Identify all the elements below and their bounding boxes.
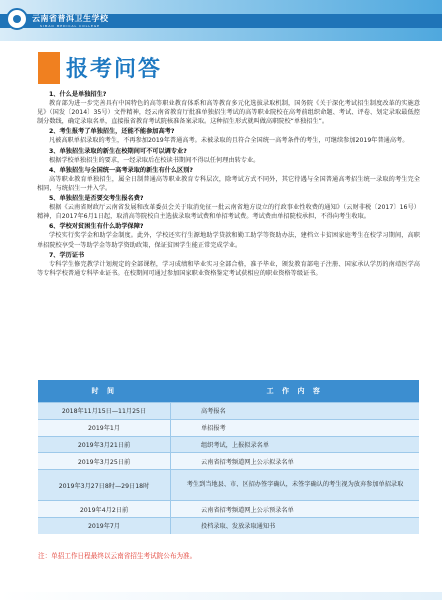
school-name: 云南省普洱卫生学校: [32, 14, 109, 23]
page-header: [0, 0, 442, 41]
work-cell: 高考报名: [171, 403, 420, 420]
time-cell: 2019年4月2日前: [38, 501, 171, 518]
work-cell: 单招报考: [171, 419, 420, 436]
time-cell: 2018年11月15日—11月25日: [38, 403, 171, 420]
question-6: 6、学校对贫困生有什么助学保障?: [49, 223, 144, 231]
time-cell: 2019年3月21日前: [38, 436, 171, 453]
question-3: 3、单独招生录取的新生在校期间可不可以调专业?: [49, 147, 187, 155]
table-row: [38, 501, 419, 518]
question-4: 4、单独招生与全国统一高考录取的新生有什么区别?: [49, 166, 194, 174]
table-row: [38, 517, 419, 533]
table-row: [38, 470, 419, 501]
answer-5: 根据《云南省财政厅云南省发展和改革委员会关于取消免征一批云南省地方设立的行政事业性收费的通知》（云财非税〔2017〕16号）精神，自2017年6月1日起，取消高等院校自主选拔录取考试费和单招考试费。考试费由单招院校承担，不得向考生收取。: [37, 204, 420, 221]
page-title: 报考问答: [66, 57, 163, 82]
answer-7: 专科学生修完教学计划规定的全部课程，学习成绩和毕业实习全部合格，准予毕业，颁发教育部电子注册、国家承认学历的南靖医学高等专科学校普通专科毕业证书。在校期间可通过参加国家职业资格鉴定考试获相应的职业资格等级证书。: [37, 260, 420, 277]
question-1: 1、什么是单独招生?: [49, 91, 107, 98]
section-number-block: [38, 52, 60, 84]
col-work-header: 工 作 内 容: [171, 380, 420, 403]
school-name-en: SIMAO MEDICAL COLLEGE: [40, 24, 101, 28]
time-cell: 2019年1月: [38, 419, 171, 436]
work-cell: 组织考试，上报拟录名单: [171, 436, 420, 453]
work-cell: 云南省招考频道网上公示预录名单: [171, 501, 420, 518]
table-row: [38, 403, 419, 420]
answer-2: 凡被高职单招录取的考生，不再参加2019年普通高考。未被录取的且符合全国统一高考条件的考生，可继续参加2019年普通高考。: [49, 137, 409, 145]
schedule-header-row: [38, 380, 419, 403]
footer-gradient: [0, 592, 442, 600]
question-2: 2、考生报考了单独招生，还能不能参加高考?: [49, 128, 175, 136]
table-row: [38, 436, 419, 453]
school-logo-icon: [6, 8, 28, 30]
question-7: 7、学历证书: [49, 251, 85, 259]
work-cell: 考生到当地县、市、区招办签字确认，未签字确认的考生视为放弃参加单招录取: [171, 470, 420, 501]
answer-4: 高等职业教育单独招生，属全日制普通高等职业教育专科层次，除考试方式不同外，其它待遇与全国普通高考招生统一录取的考生完全相同，与统招生一并入学。: [37, 175, 420, 192]
work-cell: 云南省招考频道网上公示拟录名单: [171, 453, 420, 470]
answer-3: 根据学校单独招生的要求，一经录取后在校读书期间不得以任何理由转专业。: [49, 156, 260, 164]
qa-section: [37, 89, 420, 278]
time-cell: 2019年7月: [38, 517, 171, 533]
answer-6: 学校实行奖学金和助学金制度。此外，学校还实行生源地助学贷款和勤工助学等资助办法，建档立卡贫困家庭考生在校学习期间，高职单招院校享受一等助学金等助学资助政策，保证贫困学生能正常完成学业。: [37, 232, 420, 249]
work-cell: 投档录取、发放录取通知书: [171, 517, 420, 533]
table-row: [38, 419, 419, 436]
table-row: [38, 453, 419, 470]
schedule-note: 注：单招工作日程最终以云南省招生考试院公布为准。: [38, 552, 197, 560]
time-cell: 2019年3月27日8时—29日18时: [38, 470, 171, 501]
col-time-header: 时 间: [38, 380, 171, 403]
schedule-table: [38, 380, 419, 534]
time-cell: 2019年3月25日前: [38, 453, 171, 470]
question-5: 5、单独招生是否要交考生报名费?: [49, 195, 144, 203]
answer-1: 教育部为进一步完善具有中国特色的高等职业教育体系和高等教育多元化选拔录取机制，国务院《关于深化考试招生制度改革的实施意见》（国发〔2014〕35号）文件精神，经云南省教育厅批准单独招生考试的高等职业院校在高考前组织命题、考试、评卷、划定录取最低控制分数线，确定录取名单，直接报省教育考试院核准备案录取。这种招生形式就叫做高职院校“单独招生”。: [37, 100, 420, 126]
